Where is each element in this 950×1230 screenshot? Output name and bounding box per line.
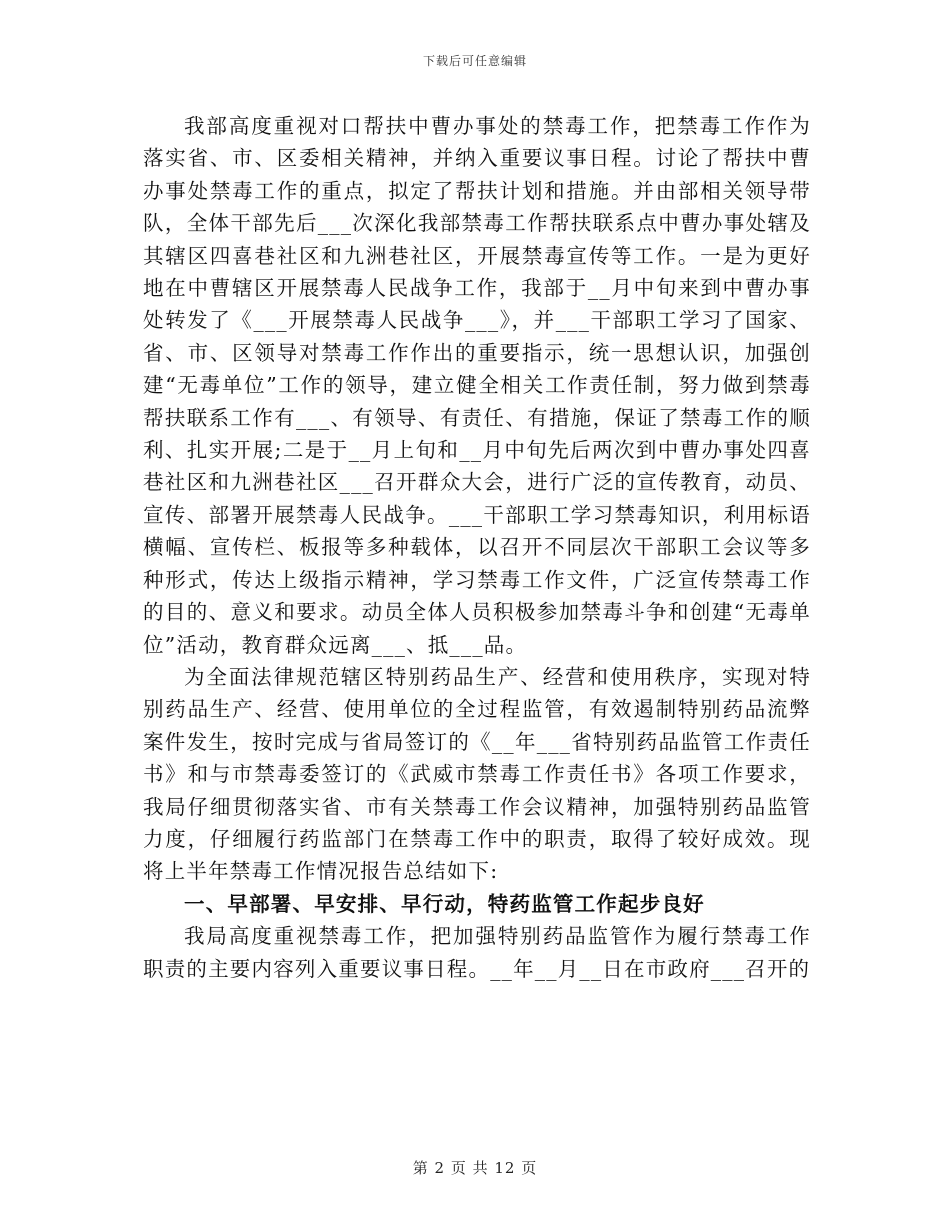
section-heading: 一、早部署、早安排、早行动，特药监管工作起步良好 [184,891,705,916]
document-body [143,110,811,985]
page-header: 下载后可任意编辑 [422,54,527,68]
body-paragraph: 为全面法律规范辖区特别药品生产、经营和使用秩序，实现对特别药品生产、经营、使用单位的全过程监管，有效遏制特别药品流弊案件发生，按时完成与省局签订的《__年___省特别药品监管工作责任书》和与市禁毒委签订的《武威市禁毒工作责任书》各项工作要求，我局仔细贯彻落实省、市有关禁毒工作会议精神，加强特别药品监管力度，仔细履行药监部门在禁毒工作中的职责，取得了较好成效。现将上半年禁毒工作情况报告总结如下: [143,664,811,884]
page-footer: 第 2 页 共 12 页 [412,1159,538,1177]
body-paragraph: 我部高度重视对口帮扶中曹办事处的禁毒工作，把禁毒工作作为落实省、市、区委相关精神，并纳入重要议事日程。讨论了帮扶中曹办事处禁毒工作的重点，拟定了帮扶计划和措施。并由部相关领导带队，全体干部先后___次深化我部禁毒工作帮扶联系点中曹办事处辖及其辖区四喜巷社区和九洲巷社区，开展禁毒宣传等工作。一是为更好地在中曹辖区开展禁毒人民战争工作，我部于__月中旬来到中曹办事处转发了《___开展禁毒人民战争___》，并___干部职工学习了国家、省、市、区领导对禁毒工作作出的重要指示，统一思想认识，加强创建“无毒单位”工作的领导，建立健全相关工作责任制，努力做到禁毒帮扶联系工作有___、有领导、有责任、有措施，保证了禁毒工作的顺利、扎实开展;二是于__月上旬和__月中旬先后两次到中曹办事处四喜巷社区和九洲巷社区___召开群众大会，进行广泛的宣传教育，动员、宣传、部署开展禁毒人民战争。___干部职工学习禁毒知识，利用标语横幅、宣传栏、板报等多种载体，以召开不同层次干部职工会议等多种形式，传达上级指示精神，学习禁毒工作文件，广泛宣传禁毒工作的目的、意义和要求。动员全体人员积极参加禁毒斗争和创建“无毒单位”活动，教育群众远离___、抵___品。 [143,114,811,657]
body-paragraph: 我局高度重视禁毒工作，把加强特别药品监管作为履行禁毒工作职责的主要内容列入重要议事日程。__年__月__日在市政府___召开的 [143,924,811,981]
